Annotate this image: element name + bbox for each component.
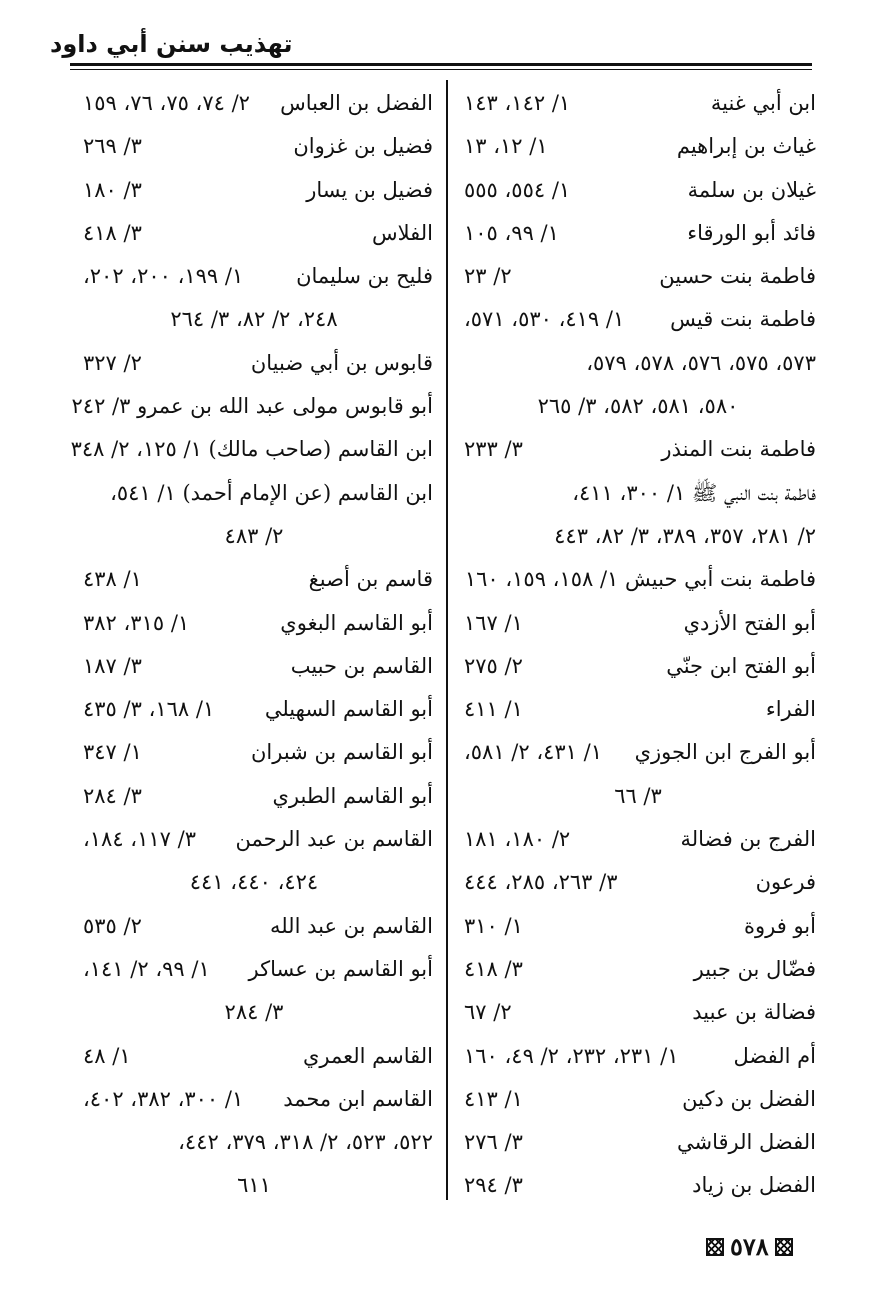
index-entry — [460, 1121, 816, 1164]
entry-name: أم الفضل — [733, 1043, 816, 1068]
entry-name: الفرج بن فضالة — [680, 827, 816, 852]
entry-full-text: ابن القاسم (عن الإمام أحمد) ١/ ٥٤١، — [110, 480, 433, 505]
column-divider — [446, 80, 448, 1200]
entry-references: ١/ ١٦٨، ٣/ ٤٣٥ — [83, 697, 215, 722]
entry-name: فائد أبو الورقاء — [687, 220, 816, 245]
index-entry — [75, 775, 433, 818]
index-entry — [75, 991, 433, 1034]
entry-name: الفضل بن العباس — [280, 91, 433, 115]
index-entry — [460, 212, 816, 255]
entry-name: أبو القاسم الطبري — [272, 783, 433, 808]
entry-references: ١/ ٣١٠ — [464, 913, 523, 938]
entry-references: ٢/ ٣٢٧ — [83, 350, 142, 375]
entry-continuation: ٦١١ — [237, 1173, 271, 1198]
index-entry — [75, 645, 433, 688]
index-entry — [75, 905, 433, 948]
header-rule-thick — [70, 63, 812, 66]
index-entry — [75, 298, 433, 341]
ornament-icon — [706, 1238, 724, 1256]
entry-continuation: ٥٨٠، ٥٨١، ٥٨٢، ٣/ ٢٦٥ — [537, 394, 739, 419]
ornament-icon — [775, 1238, 793, 1256]
entry-references: ١/ ٤١٩، ٥٣٠، ٥٧١، — [464, 307, 625, 332]
entry-name: الفضل الرقاشي — [676, 1130, 816, 1155]
entry-name: فاطمة بنت قيس — [670, 307, 816, 332]
index-entry — [460, 255, 816, 298]
entry-name: أبو القاسم السهيلي — [264, 697, 433, 722]
entry-references: ٣/ ٢٦٣، ٢٨٥، ٤٤٤ — [464, 870, 618, 895]
entry-continuation: ٣/ ٢٨٤ — [224, 1000, 284, 1025]
index-entry — [460, 1035, 816, 1078]
entry-references: ١/ ٥٥٤، ٥٥٥ — [464, 177, 571, 202]
index-entry — [75, 255, 433, 298]
index-entry — [75, 1121, 433, 1164]
entry-name: القاسم ابن محمد — [283, 1086, 433, 1111]
entry-name: قابوس بن أبي ضبيان — [250, 350, 433, 375]
entry-name: ابن أبي غنية — [710, 91, 816, 115]
entry-continuation: ٢/ ٤٨٣ — [224, 523, 284, 548]
entry-references: ٣/ ١١٧، ١٨٤، — [83, 827, 196, 852]
entry-name: أبو الفتح ابن جنّي — [666, 653, 816, 678]
entry-references: ٣/ ٢٦٩ — [83, 134, 142, 159]
index-entry — [75, 1078, 433, 1121]
entry-name: فضالة بن عبيد — [692, 1000, 816, 1025]
entry-name: أبو القاسم البغوي — [280, 610, 433, 635]
entry-name: الفضل بن زياد — [692, 1173, 816, 1198]
entry-references: ١/ ٣٤٧ — [83, 740, 142, 765]
entry-references: ١/ ١٤٢، ١٤٣ — [464, 91, 571, 115]
page-number — [706, 1232, 793, 1261]
page-number-text: ٥٧٨ — [730, 1232, 769, 1261]
entry-references: ٣/ ٢٨٤ — [83, 783, 142, 808]
entry-references: ٢/ ٧٤، ٧٥، ٧٦، ١٥٩ — [83, 91, 250, 115]
entry-name: غيلان بن سلمة — [687, 177, 816, 202]
entry-name: القاسم بن حبيب — [290, 653, 433, 678]
index-entry — [75, 558, 433, 601]
index-entry — [75, 688, 433, 731]
index-entry — [75, 948, 433, 991]
index-column-left — [70, 82, 433, 1208]
entry-continuation: ٤٢٤، ٤٤٠، ٤٤١ — [189, 870, 319, 895]
entry-name: القاسم بن عبد الرحمن — [235, 827, 433, 852]
entry-full-text: أبو قابوس مولى عبد الله بن عمرو ٣/ ٢٤٢ — [71, 394, 433, 419]
entry-continuation: ٥٧٣، ٥٧٥، ٥٧٦، ٥٧٨، ٥٧٩، — [586, 350, 816, 375]
entry-references: ١/ ٤١٣ — [464, 1086, 523, 1111]
entry-references: ٣/ ٢٧٦ — [464, 1130, 523, 1155]
entry-references: ٣/ ٤١٨ — [464, 956, 523, 981]
index-entry — [75, 1035, 433, 1078]
entry-references: ١/ ٣١٥، ٣٨٢ — [83, 610, 190, 635]
index-entry — [460, 472, 816, 515]
entry-full-text: فاطمة بنت أبي حبيش ١/ ١٥٨، ١٥٩، ١٦٠ — [464, 567, 816, 592]
index-entry — [75, 1164, 433, 1207]
index-entry — [460, 385, 816, 428]
header-rule-thin — [70, 69, 812, 70]
entry-references: ٢/ ٢٣ — [464, 264, 512, 289]
index-entry — [75, 169, 433, 212]
entry-references: ١/ ١٩٩، ٢٠٠، ٢٠٢، — [83, 264, 244, 289]
entry-references: ١/ ٩٩، ١٠٥ — [464, 220, 559, 245]
entry-references: ١/ ٤٨ — [83, 1043, 131, 1068]
entry-name: الفراء — [765, 697, 816, 722]
index-entry — [75, 342, 433, 385]
entry-references: ٣/ ٢٣٣ — [464, 437, 523, 462]
entry-name: الفلاس — [371, 220, 433, 245]
index-entry — [460, 775, 816, 818]
entry-references: ٢/ ٥٣٥ — [83, 913, 142, 938]
index-entry — [460, 645, 816, 688]
entry-name: فاطمة بنت حسين — [659, 264, 816, 289]
index-entry — [75, 861, 433, 904]
entry-full-text: ابن القاسم (صاحب مالك) ١/ ١٢٥، ٢/ ٣٤٨ — [70, 437, 433, 462]
index-column-right — [460, 82, 816, 1208]
entry-name: فرعون — [755, 870, 816, 895]
index-entry — [460, 905, 816, 948]
entry-name: فضّال بن جبير — [693, 956, 816, 981]
entry-references: ١/ ٣٠٠، ٣٨٢، ٤٠٢، — [83, 1086, 244, 1111]
entry-references: ٢/ ١٨٠، ١٨١ — [464, 827, 571, 852]
entry-name: فليح بن سليمان — [296, 264, 433, 289]
entry-name: أبو الفرج ابن الجوزي — [634, 740, 816, 765]
index-entry — [460, 688, 816, 731]
entry-name: فضيل بن يسار — [306, 177, 433, 202]
entry-references: ٢/ ٢٧٥ — [464, 653, 523, 678]
entry-references: ٣/ ١٨٧ — [83, 653, 142, 678]
index-entry — [460, 602, 816, 645]
entry-references: ١/ ٤١١ — [464, 697, 523, 722]
entry-name: فاطمة بنت المنذر — [661, 437, 816, 462]
entry-continuation: ٢/ ٢٨١، ٣٥٧، ٣٨٩، ٣/ ٨٢، ٤٤٣ — [554, 523, 816, 548]
index-entry — [75, 515, 433, 558]
entry-references: ١/ ٩٩، ٢/ ١٤١، — [83, 956, 210, 981]
index-entry — [460, 818, 816, 861]
entry-references: ١/ ١٢، ١٣ — [464, 134, 548, 159]
entry-continuation: ٣/ ٦٦ — [614, 783, 662, 808]
entry-references: ٣/ ١٨٠ — [83, 177, 142, 202]
entry-name: أبو فروة — [744, 913, 816, 938]
entry-name: القاسم العمري — [302, 1043, 433, 1068]
index-entry — [460, 82, 816, 125]
entry-name: أبو الفتح الأزدي — [683, 610, 816, 635]
index-entry — [75, 731, 433, 774]
index-entry — [71, 385, 433, 428]
entry-name: الفضل بن دكين — [682, 1086, 816, 1111]
index-entry — [460, 342, 816, 385]
index-entry — [75, 82, 433, 125]
entry-name: غياث بن إبراهيم — [676, 134, 816, 159]
entry-references: ٣/ ٢٩٤ — [464, 1173, 523, 1198]
index-entry — [75, 125, 433, 168]
entry-references: ٣/ ٤١٨ — [83, 220, 142, 245]
index-entry — [460, 991, 816, 1034]
index-entry — [460, 861, 816, 904]
index-entry — [75, 472, 433, 515]
index-entry — [75, 212, 433, 255]
entry-references: ٢/ ٦٧ — [464, 1000, 512, 1025]
index-entry — [460, 515, 816, 558]
entry-name: قاسم بن أصبغ — [308, 567, 433, 592]
entry-references: ١/ ١٦٧ — [464, 610, 523, 635]
entry-name: أبو القاسم بن عساكر — [248, 956, 433, 981]
index-entry — [460, 125, 816, 168]
index-entry — [75, 602, 433, 645]
entry-full-text: فاطمة بنت النبي ﷺ ١/ ٣٠٠، ٤١١، — [572, 480, 816, 505]
entry-continuation: ٢٤٨، ٢/ ٨٢، ٣/ ٢٦٤ — [170, 307, 338, 332]
entry-references: ١/ ٤٣٨ — [83, 567, 142, 592]
index-entry — [70, 428, 433, 471]
index-entry — [75, 818, 433, 861]
index-entry — [460, 169, 816, 212]
entry-references: ١/ ٢٣١، ٢٣٢، ٢/ ٤٩، ١٦٠ — [464, 1043, 679, 1068]
index-entry — [460, 948, 816, 991]
entry-name: القاسم بن عبد الله — [269, 913, 433, 938]
index-entry — [460, 731, 816, 774]
entry-name: فضيل بن غزوان — [293, 134, 433, 159]
page-header-title: تهذيب سنن أبي داود — [50, 30, 293, 58]
entry-name: أبو القاسم بن شبران — [251, 740, 433, 765]
index-entry — [460, 428, 816, 471]
index-entry — [460, 1078, 816, 1121]
index-entry — [460, 298, 816, 341]
entry-continuation: ٥٢٢، ٥٢٣، ٢/ ٣١٨، ٣٧٩، ٤٤٢، — [178, 1130, 433, 1155]
entry-references: ١/ ٤٣١، ٢/ ٥٨١، — [464, 740, 603, 765]
index-entry — [460, 1164, 816, 1207]
index-entry — [460, 558, 816, 601]
